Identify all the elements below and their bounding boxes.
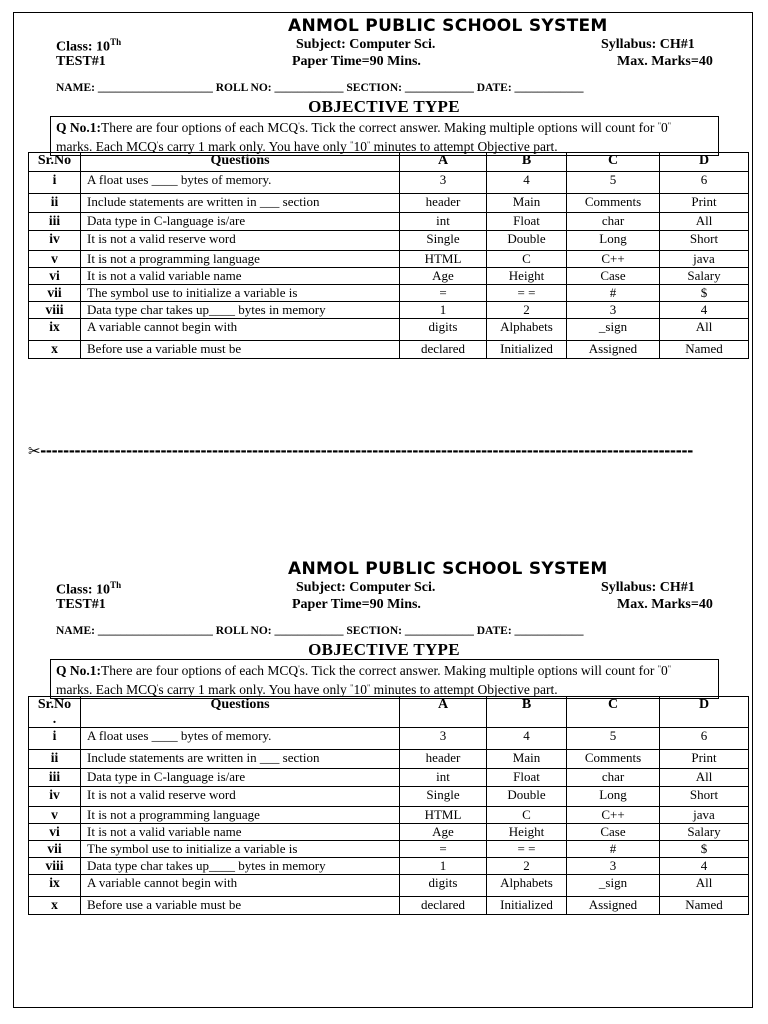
table-row — [29, 268, 749, 285]
option-c-cell: char — [567, 213, 660, 231]
table-row — [29, 231, 749, 251]
option-c-cell: C++ — [567, 807, 660, 824]
test-label: TEST#1 — [56, 54, 106, 69]
option-b-cell: 4 — [487, 172, 567, 194]
option-d-cell: All — [660, 875, 749, 897]
option-c-cell: Comments — [567, 194, 660, 213]
objective-type-title: OBJECTIVE TYPE — [308, 97, 460, 116]
objective-type-title: OBJECTIVE TYPE — [308, 640, 460, 659]
cut-line: ✂------------------------------------------------------------------------------------------------------------------ — [28, 442, 693, 460]
header-sr-no: Sr.No — [29, 153, 81, 172]
option-a-cell: HTML — [400, 807, 487, 824]
option-d-cell: Short — [660, 231, 749, 251]
option-c-cell: char — [567, 769, 660, 787]
mcq-table — [28, 152, 749, 359]
option-c-cell: C++ — [567, 251, 660, 268]
option-a-cell: header — [400, 194, 487, 213]
table-row — [29, 728, 749, 750]
table-row — [29, 251, 749, 268]
sr-no-cell: vii — [29, 285, 81, 302]
question-cell: Data type char takes up____ bytes in memory — [81, 302, 400, 319]
scissors-icon: ✂ — [28, 442, 41, 460]
question-cell: It is not a valid variable name — [81, 268, 400, 285]
option-b-cell: = = — [487, 841, 567, 858]
header-option-d: D — [660, 697, 749, 728]
option-a-cell: digits — [400, 875, 487, 897]
question-cell: The symbol use to initialize a variable is — [81, 841, 400, 858]
header-option-c: C — [567, 697, 660, 728]
question-cell: Data type in C-language is/are — [81, 769, 400, 787]
option-d-cell: java — [660, 251, 749, 268]
table-row — [29, 875, 749, 897]
option-d-cell: All — [660, 769, 749, 787]
option-c-cell: 3 — [567, 302, 660, 319]
option-a-cell: int — [400, 213, 487, 231]
table-row — [29, 807, 749, 824]
option-b-cell: C — [487, 251, 567, 268]
table-row — [29, 213, 749, 231]
paper-time-label: Paper Time=90 Mins. — [292, 597, 421, 612]
option-c-cell: 5 — [567, 728, 660, 750]
header-option-a: A — [400, 697, 487, 728]
subject-label: Subject: Computer Sci. — [296, 37, 436, 52]
option-c-cell: Case — [567, 824, 660, 841]
table-row — [29, 824, 749, 841]
table-row — [29, 319, 749, 341]
option-c-cell: Assigned — [567, 341, 660, 359]
option-a-cell: HTML — [400, 251, 487, 268]
option-c-cell: _sign — [567, 319, 660, 341]
question-cell: A float uses ____ bytes of memory. — [81, 172, 400, 194]
question-cell: A variable cannot begin with — [81, 319, 400, 341]
question-cell: A float uses ____ bytes of memory. — [81, 728, 400, 750]
table-row — [29, 302, 749, 319]
sr-no-cell: v — [29, 807, 81, 824]
table-row — [29, 769, 749, 787]
option-b-cell: C — [487, 807, 567, 824]
option-b-cell: Alphabets — [487, 319, 567, 341]
option-b-cell: Height — [487, 824, 567, 841]
option-b-cell: Initialized — [487, 341, 567, 359]
option-a-cell: 1 — [400, 858, 487, 875]
sr-no-cell: ii — [29, 750, 81, 769]
option-a-cell: declared — [400, 897, 487, 915]
question-cell: It is not a valid variable name — [81, 824, 400, 841]
option-b-cell: Double — [487, 787, 567, 807]
option-a-cell: declared — [400, 341, 487, 359]
option-c-cell: 5 — [567, 172, 660, 194]
max-marks-label: Max. Marks=40 — [617, 54, 713, 69]
option-c-cell: # — [567, 285, 660, 302]
option-c-cell: Long — [567, 787, 660, 807]
question-cell: Include statements are written in ___ section — [81, 750, 400, 769]
question-cell: Data type in C-language is/are — [81, 213, 400, 231]
subject-label: Subject: Computer Sci. — [296, 580, 436, 595]
sr-no-cell: ix — [29, 875, 81, 897]
option-d-cell: Salary — [660, 268, 749, 285]
option-a-cell: int — [400, 769, 487, 787]
student-info-row: NAME: ____________________ ROLL NO: ____________ SECTION: ____________ DATE: ____________ — [56, 82, 584, 94]
school-name: ANMOL PUBLIC SCHOOL SYSTEM — [288, 16, 608, 36]
option-b-cell: Height — [487, 268, 567, 285]
sr-no-cell: i — [29, 172, 81, 194]
sr-no-cell: vi — [29, 824, 81, 841]
question-cell: It is not a programming language — [81, 251, 400, 268]
option-a-cell: = — [400, 841, 487, 858]
option-a-cell: 3 — [400, 728, 487, 750]
question-cell: It is not a valid reserve word — [81, 787, 400, 807]
header-option-b: B — [487, 153, 567, 172]
syllabus-label: Syllabus: CH#1 — [601, 580, 695, 595]
class-label: Class: 10Th — [56, 37, 122, 55]
sr-no-cell: viii — [29, 858, 81, 875]
table-row — [29, 787, 749, 807]
question-cell: A variable cannot begin with — [81, 875, 400, 897]
option-a-cell: 1 — [400, 302, 487, 319]
option-d-cell: All — [660, 319, 749, 341]
sr-no-cell: iii — [29, 213, 81, 231]
option-d-cell: 4 — [660, 858, 749, 875]
option-c-cell: Assigned — [567, 897, 660, 915]
option-d-cell: java — [660, 807, 749, 824]
table-row — [29, 841, 749, 858]
option-a-cell: digits — [400, 319, 487, 341]
option-c-cell: # — [567, 841, 660, 858]
option-d-cell: Named — [660, 341, 749, 359]
option-d-cell: Print — [660, 750, 749, 769]
option-c-cell: Long — [567, 231, 660, 251]
header-option-b: B — [487, 697, 567, 728]
option-c-cell: _sign — [567, 875, 660, 897]
mcq-rows — [29, 728, 749, 915]
option-b-cell: Main — [487, 750, 567, 769]
option-a-cell: Single — [400, 231, 487, 251]
mcq-table — [28, 696, 749, 915]
option-b-cell: Double — [487, 231, 567, 251]
option-d-cell: $ — [660, 285, 749, 302]
sr-no-cell: ix — [29, 319, 81, 341]
syllabus-label: Syllabus: CH#1 — [601, 37, 695, 52]
sr-no-cell: i — [29, 728, 81, 750]
option-b-cell: Main — [487, 194, 567, 213]
sr-no-cell: ii — [29, 194, 81, 213]
question-cell: Include statements are written in ___ section — [81, 194, 400, 213]
option-d-cell: All — [660, 213, 749, 231]
header-option-d: D — [660, 153, 749, 172]
sr-no-cell: vii — [29, 841, 81, 858]
table-row — [29, 172, 749, 194]
test-label: TEST#1 — [56, 597, 106, 612]
option-b-cell: 4 — [487, 728, 567, 750]
sr-no-cell: iv — [29, 231, 81, 251]
option-a-cell: header — [400, 750, 487, 769]
question-cell: It is not a valid reserve word — [81, 231, 400, 251]
sr-no-cell: x — [29, 341, 81, 359]
paper-time-label: Paper Time=90 Mins. — [292, 54, 421, 69]
sr-no-cell: x — [29, 897, 81, 915]
table-row — [29, 194, 749, 213]
header-sr-no: Sr.No . — [29, 697, 81, 728]
table-row — [29, 750, 749, 769]
option-d-cell: Print — [660, 194, 749, 213]
max-marks-label: Max. Marks=40 — [617, 597, 713, 612]
mcq-rows — [29, 172, 749, 359]
option-b-cell: = = — [487, 285, 567, 302]
sr-no-cell: vi — [29, 268, 81, 285]
question-cell: Before use a variable must be — [81, 897, 400, 915]
option-c-cell: 3 — [567, 858, 660, 875]
table-row — [29, 285, 749, 302]
option-a-cell: Single — [400, 787, 487, 807]
table-row — [29, 897, 749, 915]
option-b-cell: Alphabets — [487, 875, 567, 897]
question-cell: It is not a programming language — [81, 807, 400, 824]
option-d-cell: Salary — [660, 824, 749, 841]
option-c-cell: Case — [567, 268, 660, 285]
option-b-cell: 2 — [487, 858, 567, 875]
student-info-row: NAME: ____________________ ROLL NO: ____________ SECTION: ____________ DATE: ____________ — [56, 625, 584, 637]
option-b-cell: Float — [487, 213, 567, 231]
option-b-cell: 2 — [487, 302, 567, 319]
option-d-cell: Short — [660, 787, 749, 807]
sr-no-cell: v — [29, 251, 81, 268]
sr-no-cell: iv — [29, 787, 81, 807]
table-row — [29, 341, 749, 359]
sr-no-cell: viii — [29, 302, 81, 319]
table-row — [29, 858, 749, 875]
option-b-cell: Float — [487, 769, 567, 787]
header-questions: Questions — [81, 697, 400, 728]
school-name: ANMOL PUBLIC SCHOOL SYSTEM — [288, 559, 608, 579]
sr-no-cell: iii — [29, 769, 81, 787]
question-cell: Before use a variable must be — [81, 341, 400, 359]
option-d-cell: Named — [660, 897, 749, 915]
option-d-cell: 6 — [660, 728, 749, 750]
option-c-cell: Comments — [567, 750, 660, 769]
class-label: Class: 10Th — [56, 580, 122, 598]
option-b-cell: Initialized — [487, 897, 567, 915]
instructions-box: Q No.1:There are four options of each MCQ's. Tick the correct answer. Making multiple options will count for "0" marks. Each MCQ's carry 1 mark only. You have only "10" minutes to attempt Objective part. — [50, 116, 719, 156]
question-cell: Data type char takes up____ bytes in memory — [81, 858, 400, 875]
question-cell: The symbol use to initialize a variable is — [81, 285, 400, 302]
option-a-cell: Age — [400, 268, 487, 285]
option-d-cell: 6 — [660, 172, 749, 194]
option-a-cell: = — [400, 285, 487, 302]
option-a-cell: 3 — [400, 172, 487, 194]
header-option-c: C — [567, 153, 660, 172]
instructions-box: Q No.1:There are four options of each MCQ's. Tick the correct answer. Making multiple options will count for "0" marks. Each MCQ's carry 1 mark only. You have only "10" minutes to attempt Objective part. — [50, 659, 719, 699]
option-a-cell: Age — [400, 824, 487, 841]
header-option-a: A — [400, 153, 487, 172]
header-questions: Questions — [81, 153, 400, 172]
option-d-cell: $ — [660, 841, 749, 858]
option-d-cell: 4 — [660, 302, 749, 319]
